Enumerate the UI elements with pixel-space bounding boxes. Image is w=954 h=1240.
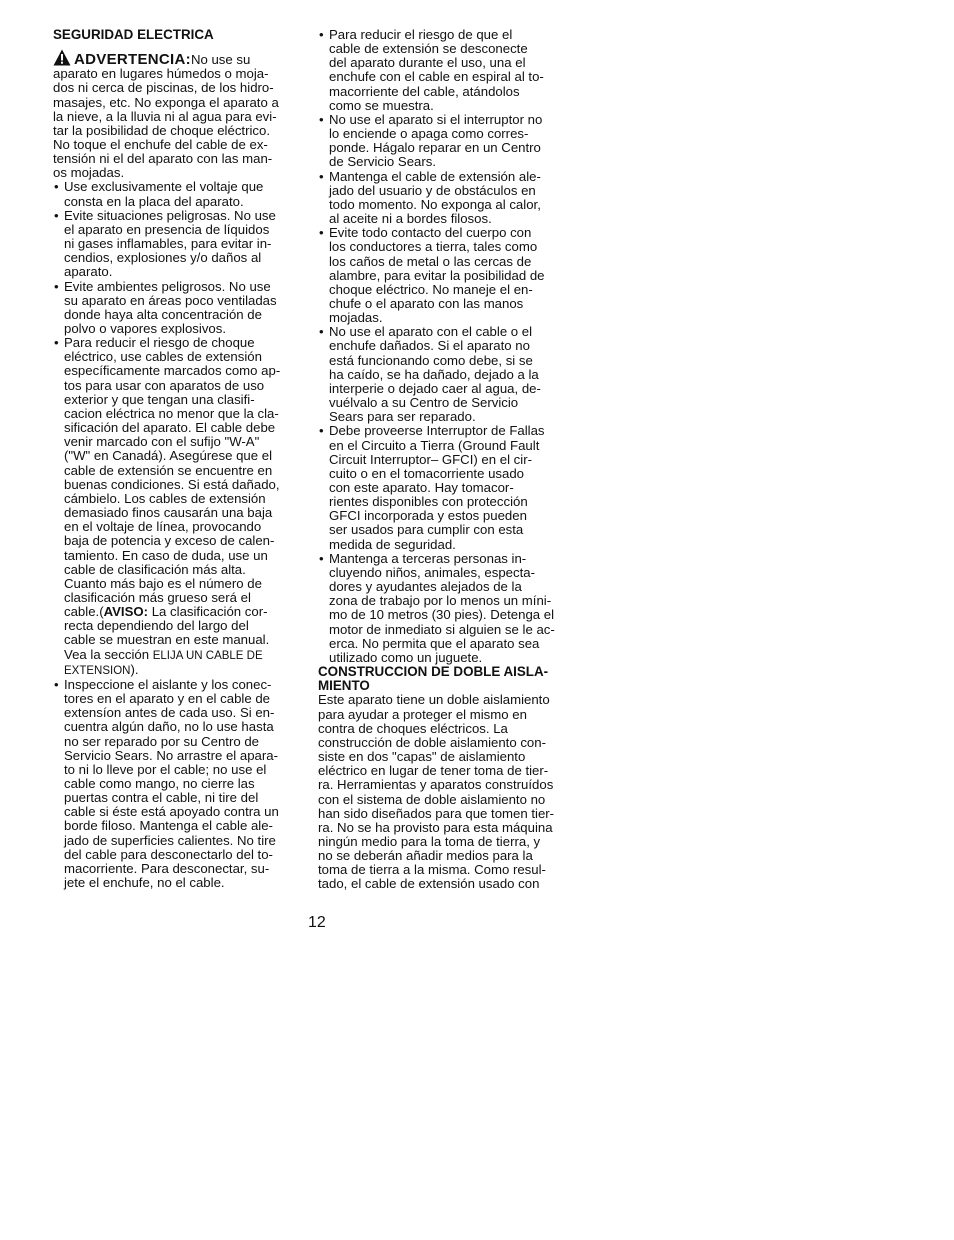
bullet-line: buenas condiciones. Si está dañado, xyxy=(64,476,280,492)
paragraph-line: con el sistema de doble aislamiento no xyxy=(318,791,546,807)
see-reference: ELIJA UN CABLE DE xyxy=(152,649,263,662)
bullet-line: polvo o vapores explosivos. xyxy=(64,321,227,337)
bullet-line: consta en la placa del aparato. xyxy=(64,193,244,209)
doble-aislamiento-paragraph xyxy=(318,693,570,891)
bullet-line: jete el enchufe, no el cable. xyxy=(64,875,225,891)
paragraph-line: ra. Herramientas y aparatos construídos xyxy=(318,777,554,793)
bullet-line: en el voltaje de línea, provocando xyxy=(64,519,262,535)
bullet-item xyxy=(53,209,303,280)
bullet-line: tamiento. En caso de duda, use un xyxy=(64,547,268,563)
paragraph-line: tado, el cable de extensión usado con xyxy=(318,876,540,892)
bullet-line: cable si éste está apoyado contra un xyxy=(64,804,279,820)
paragraph-line: siste en dos "capas" de aislamiento xyxy=(318,749,526,765)
bullet-line: al aceite ni a bordes filosos. xyxy=(329,211,492,227)
bullet-mark: • xyxy=(54,278,59,294)
see-section-line xyxy=(64,663,303,678)
bullet-line: jado de superficies calientes. No tire xyxy=(64,832,276,848)
aviso-prefix: cable.( xyxy=(64,604,104,620)
bullet-line: de Servicio Sears. xyxy=(329,154,437,170)
bullet-line: mo de 10 metros (30 pies). Detenga el xyxy=(329,607,555,623)
warning-text-line: os mojadas. xyxy=(53,165,125,181)
bullet-mark: • xyxy=(319,324,324,340)
bullet-line: ha caído, se ha dañado, dejado a la xyxy=(329,366,539,382)
bullet-line: Sears para ser reparado. xyxy=(329,409,476,425)
warning-text-line: No use su xyxy=(190,52,251,68)
paragraph-line: construcción de doble aislamiento con- xyxy=(318,734,546,750)
bullet-item xyxy=(318,424,570,551)
bullet-line: los caños de metal o las cercas de xyxy=(329,253,532,269)
bullet-line: ser usados para cumplir con esta xyxy=(329,522,524,538)
bullet-mark: • xyxy=(319,550,324,566)
bullet-line: cuito o en el tomacorriente usado xyxy=(329,465,524,481)
bullet-line: Evite situaciones peligrosas. No use xyxy=(64,207,276,223)
warning-heading-row xyxy=(53,49,303,67)
bullet-mark: • xyxy=(319,423,324,439)
bullet-item xyxy=(318,552,570,665)
bullet-line: Mantenga a terceras personas in- xyxy=(329,550,527,566)
paragraph-line: toma de tierra a la misma. Como resul- xyxy=(318,862,546,878)
bullet-line: motor de inmediato si alguien se le ac- xyxy=(329,621,555,637)
bullet-line: macorriente. Para desconectar, su- xyxy=(64,860,270,876)
bullet-line: exterior y que tengan una clasifi- xyxy=(64,391,255,407)
left-bullet-list xyxy=(53,180,303,890)
bullet-line: No use el aparato si el interruptor no xyxy=(329,111,543,127)
section-title-doble-aislamiento xyxy=(318,665,570,693)
section-title-line: MIENTO xyxy=(318,678,370,694)
bullet-item xyxy=(318,325,570,424)
bullet-line: tores en el aparato y en el cable de xyxy=(64,691,271,707)
bullet-line: erca. No permita que el aparato sea xyxy=(329,635,540,651)
bullet-line: baja de potencia y exceso de calen- xyxy=(64,533,275,549)
bullet-line: como se muestra. xyxy=(329,97,434,113)
bullet-line: No use el aparato con el cable o el xyxy=(329,324,533,340)
aviso-word: AVISO: xyxy=(103,604,149,620)
warning-paragraph xyxy=(53,67,303,180)
bullet-line: cuentra algún daño, no lo use hasta xyxy=(64,719,274,735)
bullet-line: jado del usuario y de obstáculos en xyxy=(329,182,536,198)
paragraph-line: eléctrico en lugar de tener toma de tier- xyxy=(318,763,549,779)
warning-text-line: tar la posibilidad de choque eléctrico. xyxy=(53,122,270,138)
bullet-mark: • xyxy=(319,111,324,127)
bullet-line: mojadas. xyxy=(329,310,383,326)
page-number: 12 xyxy=(308,914,326,931)
bullet-line: cendios, explosiones y/o daños al xyxy=(64,250,262,266)
paragraph-line: ra. No se ha provisto para esta máquina xyxy=(318,819,553,835)
bullet-line: Evite ambientes peligrosos. No use xyxy=(64,278,271,294)
bullet-line: cacion eléctrica no menor que la cla- xyxy=(64,405,279,421)
bullet-line: cable de clasificación más alta. xyxy=(64,561,246,577)
bullet-line: demasiado finos causarán una baja xyxy=(64,505,273,521)
section-title-seguridad-electrica: SEGURIDAD ELECTRICA xyxy=(53,27,214,42)
bullet-line: Debe proveerse Interruptor de Fallas xyxy=(329,423,545,439)
bullet-line: Servicio Sears. No arrastre el apara- xyxy=(64,747,279,763)
bullet-line: zona de trabajo por lo menos un míni- xyxy=(329,593,552,609)
bullet-line: enchufe con el cable en espiral al to- xyxy=(329,69,544,85)
bullet-line: alambre, para evitar la posibilidad de xyxy=(329,267,545,283)
bullet-mark: • xyxy=(319,168,324,184)
bullet-line: todo momento. No exponga al calor, xyxy=(329,196,541,212)
bullet-line: en el Circuito a Tierra (Ground Fault xyxy=(329,437,540,453)
bullet-line: del aparato durante el uso, una el xyxy=(329,55,526,71)
bullet-line: Inspeccione el aislante y los conec- xyxy=(64,676,272,692)
bullet-line: Para reducir el riesgo de choque xyxy=(64,335,255,351)
bullet-line: chufe o el aparato con las manos xyxy=(329,295,524,311)
see-section-line xyxy=(64,648,303,663)
aviso-text: La clasificación cor- xyxy=(148,604,268,620)
see-prefix: Vea la sección xyxy=(64,646,153,662)
bullet-item xyxy=(53,678,303,890)
bullet-line: ponde. Hágalo reparar en un Centro xyxy=(329,140,541,156)
paragraph-line: contra de choques eléctricos. La xyxy=(318,720,508,736)
bullet-line: no ser reparado por su Centro de xyxy=(64,733,259,749)
warning-text-line: aparato en lugares húmedos o moja- xyxy=(53,66,269,82)
bullet-line: to ni lo lleve por el cable; no use el xyxy=(64,761,267,777)
bullet-item xyxy=(318,28,570,113)
bullet-line: venir marcado con el sufijo "W-A" xyxy=(64,434,260,450)
bullet-line: cluyendo niños, animales, especta- xyxy=(329,564,535,580)
paragraph-line: han sido diseñados para que tomen tier- xyxy=(318,805,555,821)
bullet-mark: • xyxy=(54,335,59,351)
bullet-line: ni gases inflamables, para evitar in- xyxy=(64,236,272,252)
bullet-line: utilizado como un juguete. xyxy=(329,649,483,665)
bullet-line: cable se muestran en este manual. xyxy=(64,632,270,648)
bullet-line: lo enciende o apaga como corres- xyxy=(329,126,529,142)
bullet-line: Circuit Interruptor– GFCI) en el cir- xyxy=(329,451,532,467)
bullet-line: rientes disponibles con protección xyxy=(329,494,528,510)
bullet-line: borde filoso. Mantenga el cable ale- xyxy=(64,818,273,834)
bullet-line: el aparato en presencia de líquidos xyxy=(64,221,270,237)
bullet-line: choque eléctrico. No maneje el en- xyxy=(329,281,533,297)
bullet-line: su aparato en áreas poco ventiladas xyxy=(64,292,277,308)
warning-text-line: dos ni cerca de piscinas, de los hidro- xyxy=(53,80,274,96)
bullet-line: cable de extensión se encuentre en xyxy=(64,462,273,478)
paragraph-line: Este aparato tiene un doble aislamiento xyxy=(318,692,550,708)
bullet-line: dores y ayudantes alejados de la xyxy=(329,579,522,595)
bullet-line: ("W" en Canadá). Asegúrese que el xyxy=(64,448,273,464)
bullet-line: Mantenga el cable de extensión ale- xyxy=(329,168,541,184)
warning-text-line: tensión ni el del aparato con las man- xyxy=(53,151,273,167)
bullet-line: medida de seguridad. xyxy=(329,536,456,552)
see-suffix: ). xyxy=(130,661,139,677)
bullet-mark: • xyxy=(319,27,324,42)
see-reference: EXTENSION xyxy=(64,664,131,677)
bullet-line: Use exclusivamente el voltaje que xyxy=(64,179,264,195)
bullet-mark: • xyxy=(54,207,59,223)
bullet-line: cable de extensión se desconecte xyxy=(329,41,528,57)
bullet-mark: • xyxy=(54,179,59,195)
aviso-line xyxy=(64,605,303,619)
bullet-line: los conductores a tierra, tales como xyxy=(329,239,538,255)
bullet-line: Cuanto más bajo es el número de xyxy=(64,575,262,591)
left-column xyxy=(53,28,303,890)
bullet-item xyxy=(53,280,303,337)
bullet-line: Para reducir el riesgo de que el xyxy=(329,27,513,42)
bullet-line: está funcionando como debe, si se xyxy=(329,352,533,368)
warning-text-line: masajes, etc. No exponga el aparato a xyxy=(53,94,279,110)
bullet-line: puertas contra el cable, ni tire del xyxy=(64,790,259,806)
bullet-line: GFCI incorporada y estos pueden xyxy=(329,508,527,524)
bullet-line: cable como mango, no cierre las xyxy=(64,776,255,792)
bullet-line: clasificación más grueso será el xyxy=(64,589,251,605)
bullet-item xyxy=(318,226,570,325)
bullet-line: aparato. xyxy=(64,264,113,280)
bullet-line: macorriente del cable, atándolos xyxy=(329,83,520,99)
bullet-line: enchufe dañados. Si el aparato no xyxy=(329,338,530,354)
bullet-item xyxy=(53,180,303,208)
warning-text-line: la nieve, a la lluvia ni al agua para evi- xyxy=(53,108,277,124)
bullet-line: eléctrico, use cables de extensión xyxy=(64,349,262,365)
paragraph-line: ningún medio para la toma de tierra, y xyxy=(318,834,541,849)
bullet-line: vuélvalo a su Centro de Servicio xyxy=(329,395,519,411)
bullet-item xyxy=(53,336,303,678)
bullet-line: Evite todo contacto del cuerpo con xyxy=(329,225,532,241)
section-title-line: CONSTRUCCION DE DOBLE AISLA- xyxy=(318,664,549,680)
bullet-mark: • xyxy=(54,676,59,692)
warning-triangle-icon xyxy=(53,49,71,66)
bullet-line: donde haya alta concentración de xyxy=(64,306,262,322)
bullet-line: recta dependiendo del largo del xyxy=(64,618,249,634)
bullet-item xyxy=(318,113,570,170)
paragraph-line: no se deberán añadir medios para la xyxy=(318,848,533,864)
bullet-line: interperie o dejado caer al agua, de- xyxy=(329,380,541,396)
bullet-line: específicamente marcados como ap- xyxy=(64,363,281,379)
bullet-line: cámbielo. Los cables de extensión xyxy=(64,490,266,506)
bullet-line: del cable para desconectarlo del to- xyxy=(64,846,273,862)
bullet-line: sificación del aparato. El cable debe xyxy=(64,420,276,436)
bullet-line: con este aparato. Hay tomacor- xyxy=(329,480,514,495)
bullet-line: tos para usar con aparatos de uso xyxy=(64,377,265,393)
right-bullet-list xyxy=(318,28,570,665)
warning-word: ADVERTENCIA: xyxy=(74,51,191,69)
right-column xyxy=(318,28,570,892)
paragraph-line: para ayudar a proteger el mismo en xyxy=(318,706,527,722)
bullet-item xyxy=(318,170,570,227)
bullet-mark: • xyxy=(319,225,324,241)
warning-text-line: No toque el enchufe del cable de ex- xyxy=(53,136,268,152)
bullet-line: extensíon antes de cada uso. Si en- xyxy=(64,705,275,721)
